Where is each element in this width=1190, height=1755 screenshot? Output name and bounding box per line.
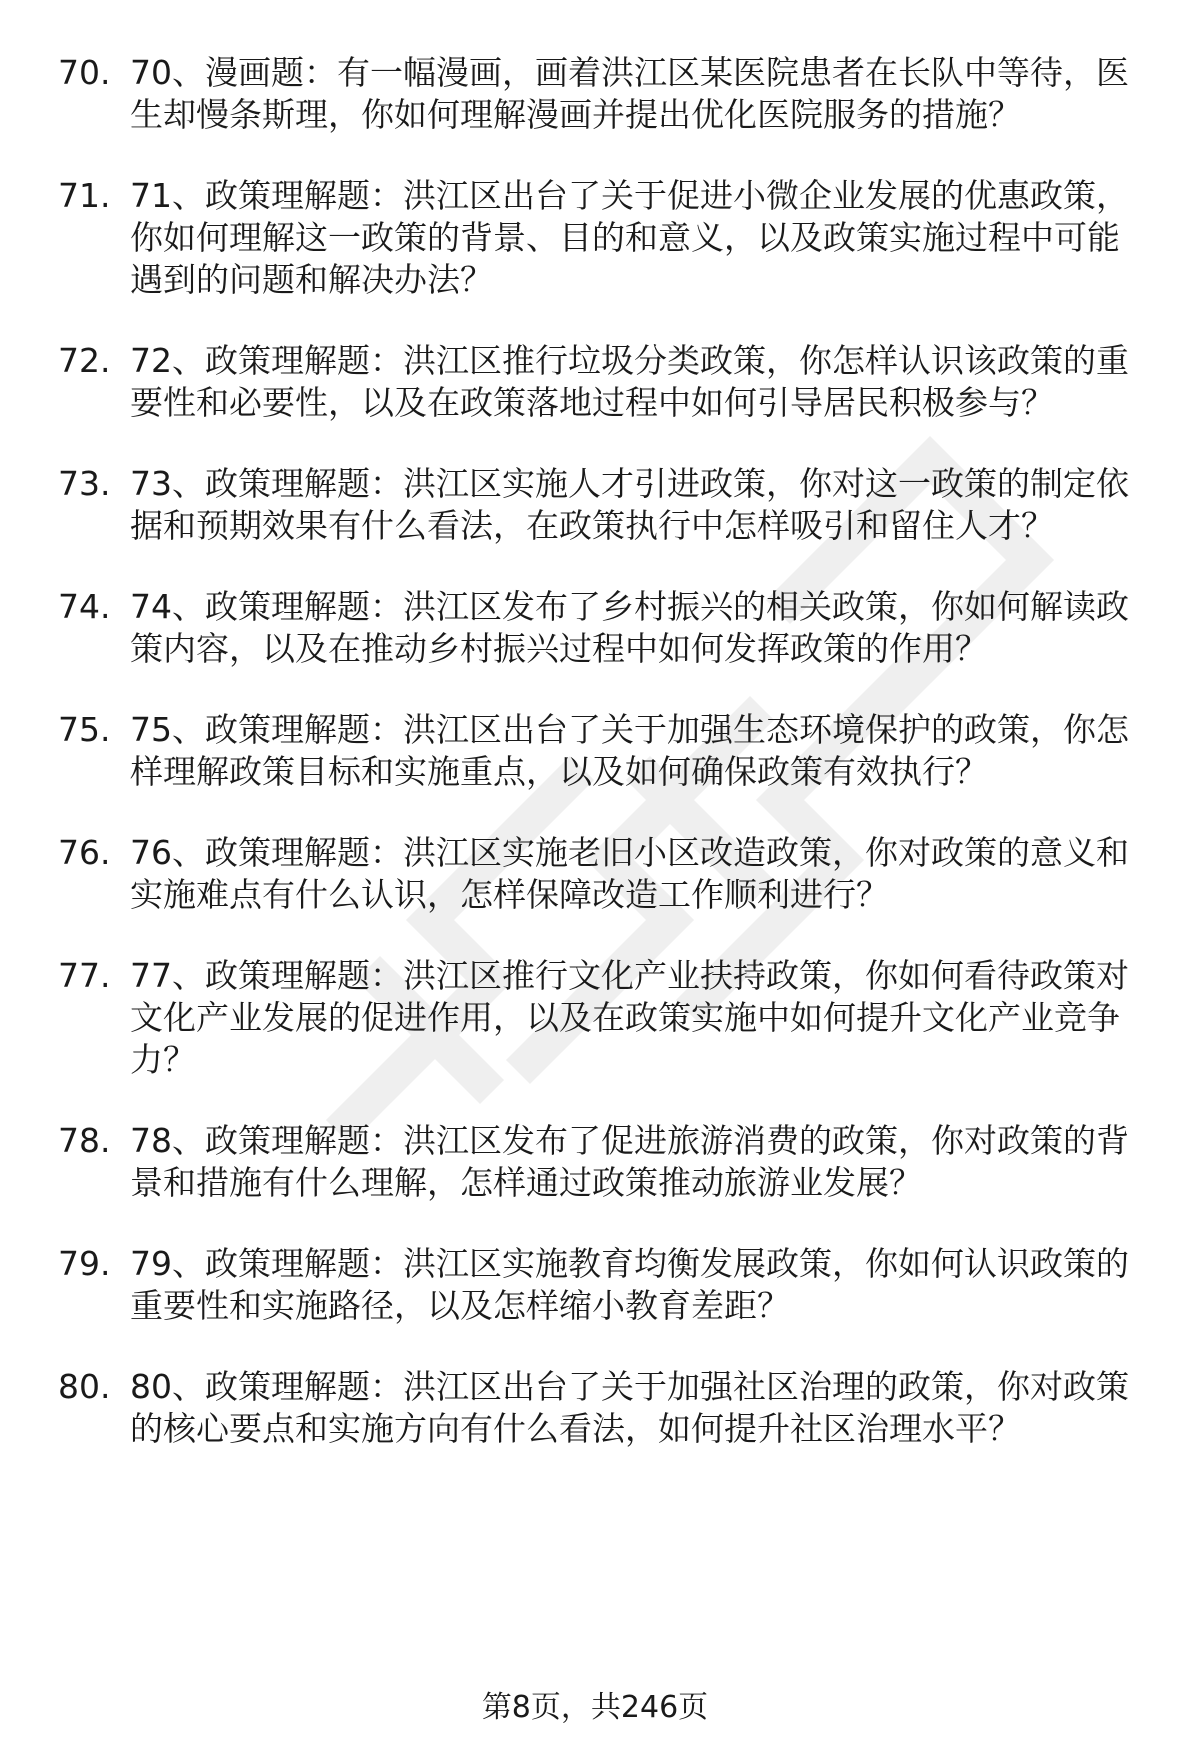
question-text: 80、政策理解题：洪江区出台了关于加强社区治理的政策，你对政策的核心要点和实施方向有什么看法，如何提升社区治理水平？: [130, 1367, 1129, 1448]
question-number: 80.: [58, 1367, 111, 1406]
question-text: 73、政策理解题：洪江区实施人才引进政策，你对这一政策的制定依据和预期效果有什么看法，在政策执行中怎样吸引和留住人才？: [130, 464, 1129, 545]
question-text: 72、政策理解题：洪江区推行垃圾分类政策，你怎样认识该政策的重要性和必要性，以及在政策落地过程中如何引导居民积极参与？: [130, 341, 1129, 422]
question-number: 74.: [58, 587, 111, 626]
question-text: 75、政策理解题：洪江区出台了关于加强生态环境保护的政策，你怎样理解政策目标和实施重点，以及如何确保政策有效执行？: [130, 710, 1129, 791]
question-item: [58, 709, 1148, 793]
question-text: 79、政策理解题：洪江区实施教育均衡发展政策，你如何认识政策的重要性和实施路径，以及怎样缩小教育差距？: [130, 1244, 1129, 1325]
question-number: 72.: [58, 341, 111, 380]
question-number: 77.: [58, 956, 111, 995]
question-item: [58, 175, 1148, 301]
question-text: 76、政策理解题：洪江区实施老旧小区改造政策，你对政策的意义和实施难点有什么认识，怎样保障改造工作顺利进行？: [130, 833, 1129, 914]
question-number: 70.: [58, 53, 111, 92]
question-item: [58, 52, 1148, 136]
question-list: [58, 52, 1148, 1489]
question-item: [58, 340, 1148, 424]
question-item: [58, 586, 1148, 670]
question-text: 78、政策理解题：洪江区发布了促进旅游消费的政策，你对政策的背景和措施有什么理解，怎样通过政策推动旅游业发展？: [130, 1121, 1129, 1202]
question-number: 78.: [58, 1121, 111, 1160]
question-item: [58, 832, 1148, 916]
question-text: 74、政策理解题：洪江区发布了乡村振兴的相关政策，你如何解读政策内容，以及在推动乡村振兴过程中如何发挥政策的作用？: [130, 587, 1129, 668]
question-number: 76.: [58, 833, 111, 872]
question-item: [58, 1366, 1148, 1450]
question-item: [58, 1120, 1148, 1204]
question-number: 75.: [58, 710, 111, 749]
question-text: 71、政策理解题：洪江区出台了关于促进小微企业发展的优惠政策，你如何理解这一政策的背景、目的和意义，以及政策实施过程中可能遇到的问题和解决办法？: [130, 176, 1129, 299]
question-item: [58, 1243, 1148, 1327]
question-number: 79.: [58, 1244, 111, 1283]
question-number: 71.: [58, 176, 111, 215]
question-item: [58, 955, 1148, 1081]
question-text: 70、漫画题：有一幅漫画，画着洪江区某医院患者在长队中等待，医生却慢条斯理，你如何理解漫画并提出优化医院服务的措施？: [130, 53, 1129, 134]
question-number: 73.: [58, 464, 111, 503]
page-number-footer: 第8页，共246页: [481, 1690, 709, 1725]
question-text: 77、政策理解题：洪江区推行文化产业扶持政策，你如何看待政策对文化产业发展的促进作用，以及在政策实施中如何提升文化产业竞争力？: [130, 956, 1129, 1079]
question-item: [58, 463, 1148, 547]
